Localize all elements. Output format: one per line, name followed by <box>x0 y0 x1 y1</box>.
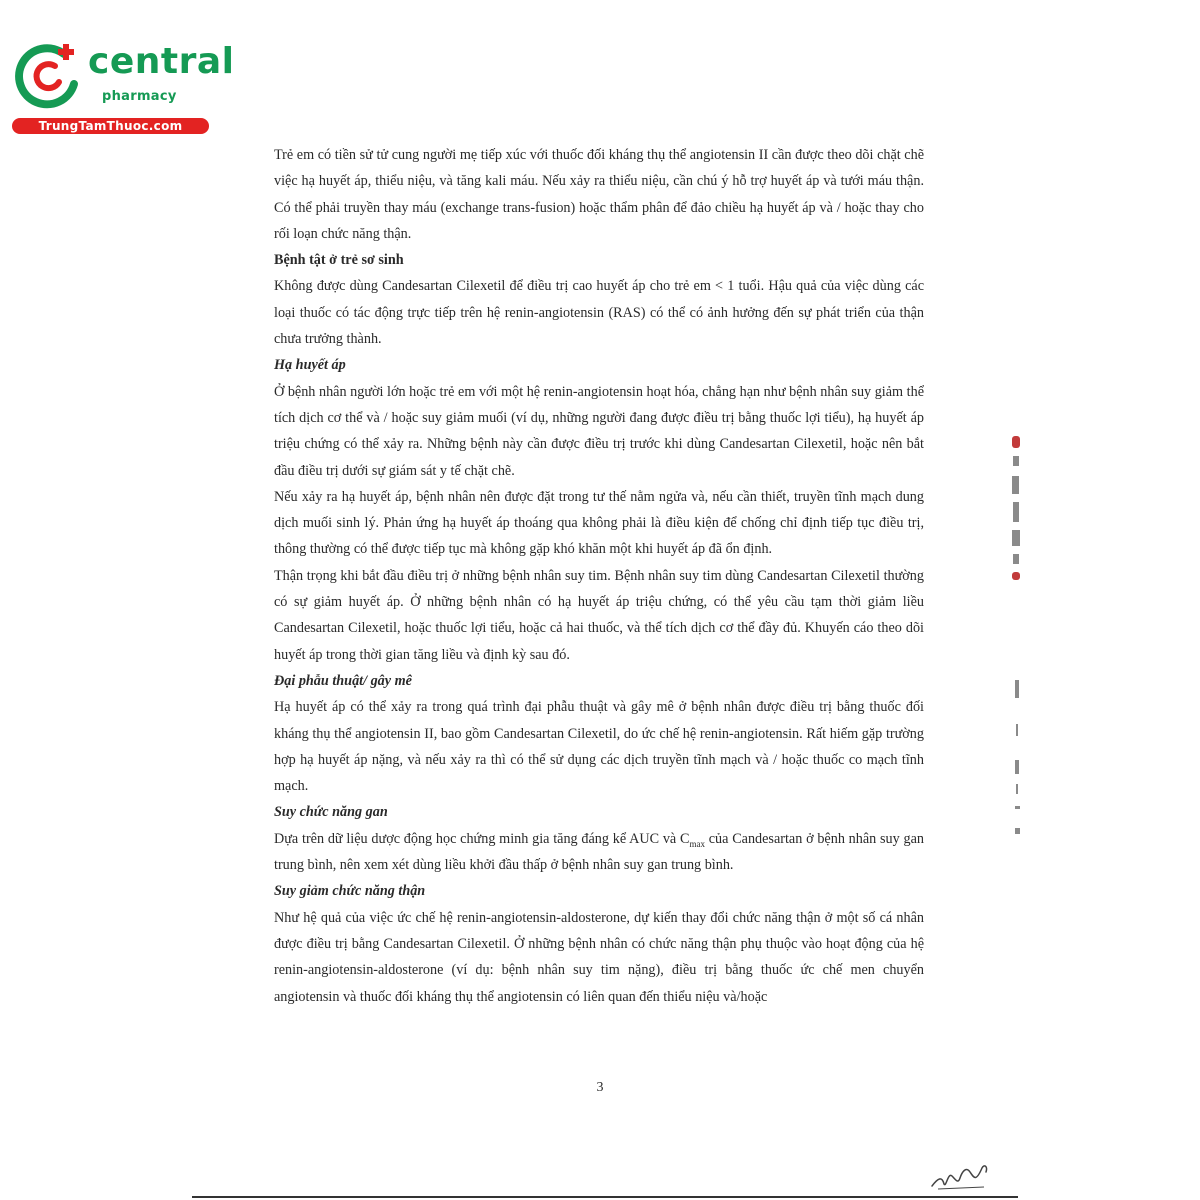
stamp-edge-marks <box>1010 436 1024 582</box>
liver-text-before: Dựa trên dữ liệu dược động học chứng minh gia tăng đáng kể AUC và C <box>274 830 690 847</box>
liver-text-sub: max <box>689 838 705 849</box>
margin-scan-marks <box>1012 680 1022 840</box>
brand-name: central <box>88 41 235 82</box>
document-body <box>274 142 924 1010</box>
signature-mark <box>930 1158 990 1192</box>
liver-paragraph <box>274 826 924 879</box>
liver-text-after: của Candesartan ở bệnh nhân suy gan trung bình, nên xem xét dùng liều khởi đầu thấp ở bệnh nhân suy gan trung bình. <box>274 830 924 874</box>
brand-logo <box>12 38 235 138</box>
kidney-paragraph: Như hệ quả của việc ức chế hệ renin-angiotensin-aldosterone, dự kiến thay đổi chức năng thận ở một số cá nhân được điều trị bằng Candesartan Cilexetil. Ở những bệnh nhân có chức năng thận phụ thuộc vào hoạt động của hệ renin-angiotensin-aldosterone (ví dụ: bệnh nhân suy tim nặng), điều trị bằng thuốc ức chế men chuyển angiotensin và thuốc đối kháng thụ thể angiotensin có liên quan đến thiểu niệu và/hoặc <box>274 909 924 1005</box>
kidney-heading: Suy giảm chức năng thận <box>274 883 426 900</box>
central-pharmacy-logo-icon <box>12 38 84 110</box>
liver-heading: Suy chức năng gan <box>274 804 388 821</box>
neonatal-heading: Bệnh tật ở trẻ sơ sinh <box>274 252 404 269</box>
hypotension-paragraph-1: Ở bệnh nhân người lớn hoặc trẻ em với một hệ renin-angiotensin hoạt hóa, chẳng hạn như bệnh nhân suy giảm thể tích dịch cơ thể và / hoặc suy giảm muối (ví dụ, những người đang được điều trị bằng thuốc lợi tiểu), hạ huyết áp triệu chứng có thể xảy ra. Những bệnh này cần được điều trị trước khi dùng Candesartan Cilexetil, hoặc nên bắt đầu điều trị dưới sự giám sát y tế chặt chẽ. <box>274 383 924 479</box>
hypotension-heading: Hạ huyết áp <box>274 357 346 374</box>
brand-subtitle: pharmacy <box>102 89 177 104</box>
hypotension-paragraph-3: Thận trọng khi bắt đầu điều trị ở những bệnh nhân suy tim. Bệnh nhân suy tim dùng Candesartan Cilexetil thường có sự giảm huyết áp. Ở những bệnh nhân có hạ huyết áp triệu chứng, có thể yêu cầu tạm thời giảm liều Candesartan Cilexetil, hoặc thuốc lợi tiểu, hoặc cả hai thuốc, và thể tích dịch cơ thể đầy đủ. Khuyến cáo theo dõi huyết áp trong thời gian tăng liều và định kỳ sau đó. <box>274 567 924 663</box>
intro-paragraph: Trẻ em có tiền sử tử cung người mẹ tiếp xúc với thuốc đối kháng thụ thể angiotensin II cần được theo dõi chặt chẽ việc hạ huyết áp, thiểu niệu, và tăng kali máu. Nếu xảy ra thiểu niệu, cần chú ý hỗ trợ huyết áp và tưới máu thận. Có thể phải truyền thay máu (exchange trans-fusion) hoặc thẩm phân để đảo chiều hạ huyết áp và / hoặc thay cho rối loạn chức năng thận. <box>274 147 924 242</box>
hypotension-paragraph-2: Nếu xảy ra hạ huyết áp, bệnh nhân nên được đặt trong tư thế nằm ngửa và, nếu cần thiết, truyền tĩnh mạch dung dịch muối sinh lý. Phản ứng hạ huyết áp thoáng qua không phải là điều kiện để chống chỉ định tiếp tục điều trị, thông thường có thể được tiếp tục mà không gặp khó khăn một khi huyết áp đã ổn định. <box>274 488 924 558</box>
surgery-paragraph: Hạ huyết áp có thể xảy ra trong quá trình đại phẫu thuật và gây mê ở bệnh nhân được điều trị bằng thuốc đối kháng thụ thể angiotensin II, bao gồm Candesartan Cilexetil, do ức chế hệ renin-angiotensin. Rất hiếm gặp trường hợp hạ huyết áp nặng, và nếu xảy ra thì có thể sử dụng các dịch truyền tĩnh mạch và / hoặc thuốc co mạch tĩnh mạch. <box>274 699 924 795</box>
bottom-rule <box>192 1196 1018 1198</box>
neonatal-paragraph: Không được dùng Candesartan Cilexetil để điều trị cao huyết áp cho trẻ em < 1 tuổi. Hậu quả của việc dùng các loại thuốc có tác động trực tiếp trên hệ renin-angiotensin (RAS) có thể có ảnh hưởng đến sự phát triển của thận chưa trưởng thành. <box>274 278 924 348</box>
surgery-heading: Đại phẫu thuật/ gây mê <box>274 672 412 689</box>
page-number: 3 <box>596 1080 604 1095</box>
brand-website: TrungTamThuoc.com <box>12 118 209 134</box>
